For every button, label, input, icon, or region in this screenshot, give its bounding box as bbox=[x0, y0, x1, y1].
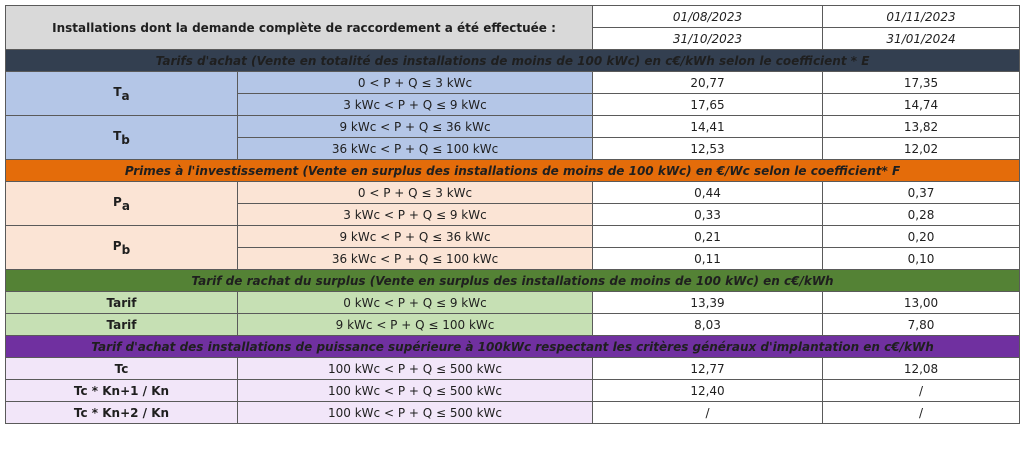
table-row bbox=[6, 380, 1020, 402]
section-title: Tarifs d'achat (Vente en totalité des installations de moins de 100 kWc) en c€/kWh selon le coefficient * E bbox=[6, 50, 1020, 72]
power-range: 100 kWc < P + Q ≤ 500 kWc bbox=[238, 380, 593, 402]
power-range: 3 kWc < P + Q ≤ 9 kWc bbox=[238, 204, 593, 226]
value-period-1: 12,77 bbox=[593, 358, 823, 380]
value-period-2: 7,80 bbox=[823, 314, 1020, 336]
table-row bbox=[6, 226, 1020, 248]
value-period-2: 0,10 bbox=[823, 248, 1020, 270]
power-range: 3 kWc < P + Q ≤ 9 kWc bbox=[238, 94, 593, 116]
row-label-pb: $P_b$ bbox=[6, 226, 238, 270]
tarifs-table bbox=[5, 5, 1020, 424]
header-label: Installations dont la demande complète de raccordement a été effectuée : bbox=[6, 6, 593, 50]
power-range: 100 kWc < P + Q ≤ 500 kWc bbox=[238, 402, 593, 424]
value-period-1: 20,77 bbox=[593, 72, 823, 94]
value-period-2: 17,35 bbox=[823, 72, 1020, 94]
value-period-1: 12,53 bbox=[593, 138, 823, 160]
power-range: 9 kWc < P + Q ≤ 36 kWc bbox=[238, 226, 593, 248]
section-title: Primes à l'investissement (Vente en surplus des installations de moins de 100 kWc) en €/Wc selon le coefficient* F bbox=[6, 160, 1020, 182]
value-period-1: 0,11 bbox=[593, 248, 823, 270]
power-range: 0 < P + Q ≤ 3 kWc bbox=[238, 72, 593, 94]
table-row bbox=[6, 314, 1020, 336]
value-period-1: / bbox=[593, 402, 823, 424]
value-period-1: 13,39 bbox=[593, 292, 823, 314]
value-period-2: / bbox=[823, 380, 1020, 402]
power-range: 100 kWc < P + Q ≤ 500 kWc bbox=[238, 358, 593, 380]
value-period-1: 17,65 bbox=[593, 94, 823, 116]
row-label-tb: $T_b$ bbox=[6, 116, 238, 160]
value-period-1: 0,21 bbox=[593, 226, 823, 248]
period-1-end: 31/10/2023 bbox=[593, 28, 823, 50]
value-period-1: 14,41 bbox=[593, 116, 823, 138]
value-period-2: 0,20 bbox=[823, 226, 1020, 248]
section-title: Tarif d'achat des installations de puissance supérieure à 100kWc respectant les critères généraux d'implantation en c€/kWh bbox=[6, 336, 1020, 358]
value-period-1: 0,33 bbox=[593, 204, 823, 226]
value-period-1: 8,03 bbox=[593, 314, 823, 336]
header-row-start bbox=[6, 6, 1020, 28]
value-period-2: 12,08 bbox=[823, 358, 1020, 380]
value-period-2: 0,37 bbox=[823, 182, 1020, 204]
value-period-2: 12,02 bbox=[823, 138, 1020, 160]
section-header-grandes-installations bbox=[6, 336, 1020, 358]
table-row bbox=[6, 402, 1020, 424]
section-header-rachat-surplus bbox=[6, 270, 1020, 292]
table-row bbox=[6, 292, 1020, 314]
value-period-2: 14,74 bbox=[823, 94, 1020, 116]
row-label-tc-kn2: Tc * Kn+2 / Kn bbox=[6, 402, 238, 424]
value-period-1: 0,44 bbox=[593, 182, 823, 204]
row-label-tarif: Tarif bbox=[6, 314, 238, 336]
power-range: 36 kWc < P + Q ≤ 100 kWc bbox=[238, 138, 593, 160]
power-range: 9 kWc < P + Q ≤ 36 kWc bbox=[238, 116, 593, 138]
table-row bbox=[6, 358, 1020, 380]
row-label-tc: Tc bbox=[6, 358, 238, 380]
power-range: 9 kWc < P + Q ≤ 100 kWc bbox=[238, 314, 593, 336]
value-period-2: / bbox=[823, 402, 1020, 424]
table-row bbox=[6, 182, 1020, 204]
section-header-tarifs-achat bbox=[6, 50, 1020, 72]
table-row bbox=[6, 116, 1020, 138]
row-label-pa: $P_a$ bbox=[6, 182, 238, 226]
value-period-2: 13,00 bbox=[823, 292, 1020, 314]
value-period-2: 0,28 bbox=[823, 204, 1020, 226]
value-period-1: 12,40 bbox=[593, 380, 823, 402]
value-period-2: 13,82 bbox=[823, 116, 1020, 138]
row-label-ta: $T_a$ bbox=[6, 72, 238, 116]
period-1-start: 01/08/2023 bbox=[593, 6, 823, 28]
table-row bbox=[6, 72, 1020, 94]
period-2-start: 01/11/2023 bbox=[823, 6, 1020, 28]
section-header-primes bbox=[6, 160, 1020, 182]
power-range: 36 kWc < P + Q ≤ 100 kWc bbox=[238, 248, 593, 270]
row-label-tarif: Tarif bbox=[6, 292, 238, 314]
row-label-tc-kn1: Tc * Kn+1 / Kn bbox=[6, 380, 238, 402]
power-range: 0 kWc < P + Q ≤ 9 kWc bbox=[238, 292, 593, 314]
period-2-end: 31/01/2024 bbox=[823, 28, 1020, 50]
power-range: 0 < P + Q ≤ 3 kWc bbox=[238, 182, 593, 204]
section-title: Tarif de rachat du surplus (Vente en surplus des installations de moins de 100 kWc) en c€/kWh bbox=[6, 270, 1020, 292]
